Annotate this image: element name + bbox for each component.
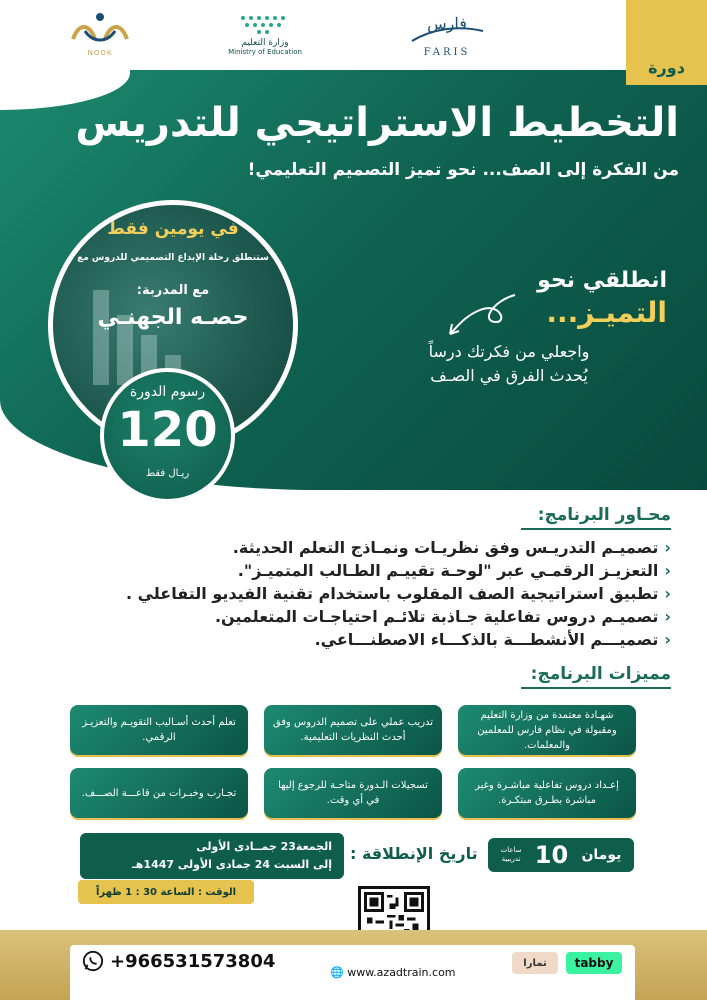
- feature-card: شهـادة معتمدة من وزارة التعليم ومقبولة في نظام فارس للمعلمين والمعلمات.: [458, 705, 636, 755]
- date-line1: الجمعة23 جمــادى الأولى: [196, 840, 332, 853]
- axes-underline: [521, 528, 671, 530]
- course-tag: دورة: [626, 0, 707, 85]
- hours-unit-line1: ساعات: [500, 846, 522, 854]
- chevron-left-icon: ‹: [664, 561, 671, 580]
- page-subtitle: من الفكرة إلى الصف... نحو تميز التصميم التعليمي!: [247, 160, 679, 180]
- chevron-left-icon: ‹: [664, 538, 671, 557]
- journey-text: ستنطلق رحلة الإبداع التصميمي للدروس مع: [77, 253, 269, 263]
- date-line2: إلى السبت 24 جمادى الأولى 1447هـ: [132, 858, 332, 871]
- axes-list: [21, 536, 671, 651]
- faris-logo: [392, 6, 502, 62]
- fee-unit: ريـال فقط: [145, 468, 190, 479]
- chevron-left-icon: ‹: [664, 630, 671, 649]
- hero-message-line1: واجعلي من فكرتك درساً: [428, 342, 590, 361]
- website-link[interactable]: [330, 966, 456, 979]
- duration-box: [488, 838, 634, 872]
- website-text: www.azadtrain.com: [347, 966, 456, 979]
- chevron-left-icon: ‹: [664, 607, 671, 626]
- tabby-badge: tabby: [566, 952, 622, 974]
- chevron-left-icon: ‹: [664, 584, 671, 603]
- feature-card: تسجيلات الـدورة متاحـة للرجوع إليها في أي وقت.: [264, 768, 442, 818]
- whatsapp-icon: [82, 950, 104, 972]
- dates-box: [80, 833, 344, 879]
- list-item: [21, 582, 671, 605]
- faris-mark-text: فارس: [427, 13, 467, 33]
- hero-message-line2: يُحدث الفرق في الصـف: [430, 366, 588, 385]
- trainer-name: حصـه الجهنـي: [97, 305, 249, 330]
- axes-heading: محـاور البرنامج:: [537, 505, 671, 525]
- feature-card: إعـداد دروس تفاعلية مباشـرة وغير مباشرة بطـرق مبتكـرة.: [458, 768, 636, 818]
- days-label: يومان: [581, 847, 622, 863]
- faris-logo-text: FARIS: [423, 46, 471, 58]
- trainer-label: مع المدربة:: [136, 283, 210, 298]
- feature-card: تدريب عملي على تصميم الدروس وفق أحدث النظريات التعليمية.: [264, 705, 442, 755]
- features-underline: [521, 687, 671, 689]
- moe-dots-icon: [235, 12, 295, 38]
- list-item: [21, 559, 671, 582]
- phone-number: +966531573804: [110, 950, 276, 972]
- feature-card: تعلم أحدث أسـاليب التقويـم والتعزيـز الرقمي.: [70, 705, 248, 755]
- list-item: [21, 605, 671, 628]
- hours-value: 10: [534, 841, 569, 869]
- axis-text: تصميـم دروس تفاعلية جـاذبة تلائـم احتياجـات المتعلمين.: [214, 607, 659, 626]
- features-heading: مميزات البرنامج:: [530, 664, 671, 684]
- go-line: انطلقي نحو: [537, 268, 667, 293]
- nook-logo-text: NOOK: [87, 49, 113, 57]
- faris-mark-icon: [407, 11, 487, 47]
- fee-value: 120: [117, 402, 218, 458]
- axis-text: التعزيـز الرقمـي عبر "لوحـة تقييـم الطـالب المتميـز".: [237, 561, 659, 580]
- hero-message: [389, 340, 629, 388]
- fee-badge: [100, 368, 235, 503]
- go-accent: التميـز...: [546, 296, 667, 329]
- hours-unit-line2: تدريبية: [501, 855, 521, 863]
- swirl-arrow-icon: [440, 290, 520, 340]
- axis-text: تصميـــم الأنشطـــة بالذكـــاء الاصطنـــاعي.: [314, 630, 659, 649]
- time-box: الوقت : الساعة 30 : 1 ظهراً: [78, 880, 254, 904]
- axis-text: تصميـم التدريـس وفق نظريـات ونمـاذج التعلم الحديثة.: [232, 538, 659, 557]
- moe-logo-ar: وزارة التعليم: [241, 38, 289, 48]
- hours-unit: [501, 846, 522, 864]
- list-item: [21, 628, 671, 651]
- phone-link[interactable]: [82, 950, 275, 972]
- axis-text: تطبيق استراتيجية الصف المقلوب باستخدام تقنية الفيديو التفاعلي .: [125, 584, 659, 603]
- feature-card: تجـارب وخبـرات من قاعـــة الصـــف.: [70, 768, 248, 818]
- tamara-badge: تمارا: [512, 952, 558, 974]
- nook-mark-icon: [65, 11, 135, 49]
- page-title: التخطيط الاستراتيجي للتدريس: [75, 100, 679, 146]
- fee-label: رسوم الدورة: [129, 384, 206, 400]
- moe-logo: [205, 6, 325, 62]
- moe-logo-en: Ministry of Education: [228, 48, 302, 56]
- launch-label: تاريخ الإنطلاقة :: [350, 844, 478, 863]
- list-item: [21, 536, 671, 559]
- globe-icon: 🌐: [330, 966, 344, 979]
- duration-headline: في يومين فقط: [107, 219, 239, 239]
- nook-logo: [55, 6, 145, 62]
